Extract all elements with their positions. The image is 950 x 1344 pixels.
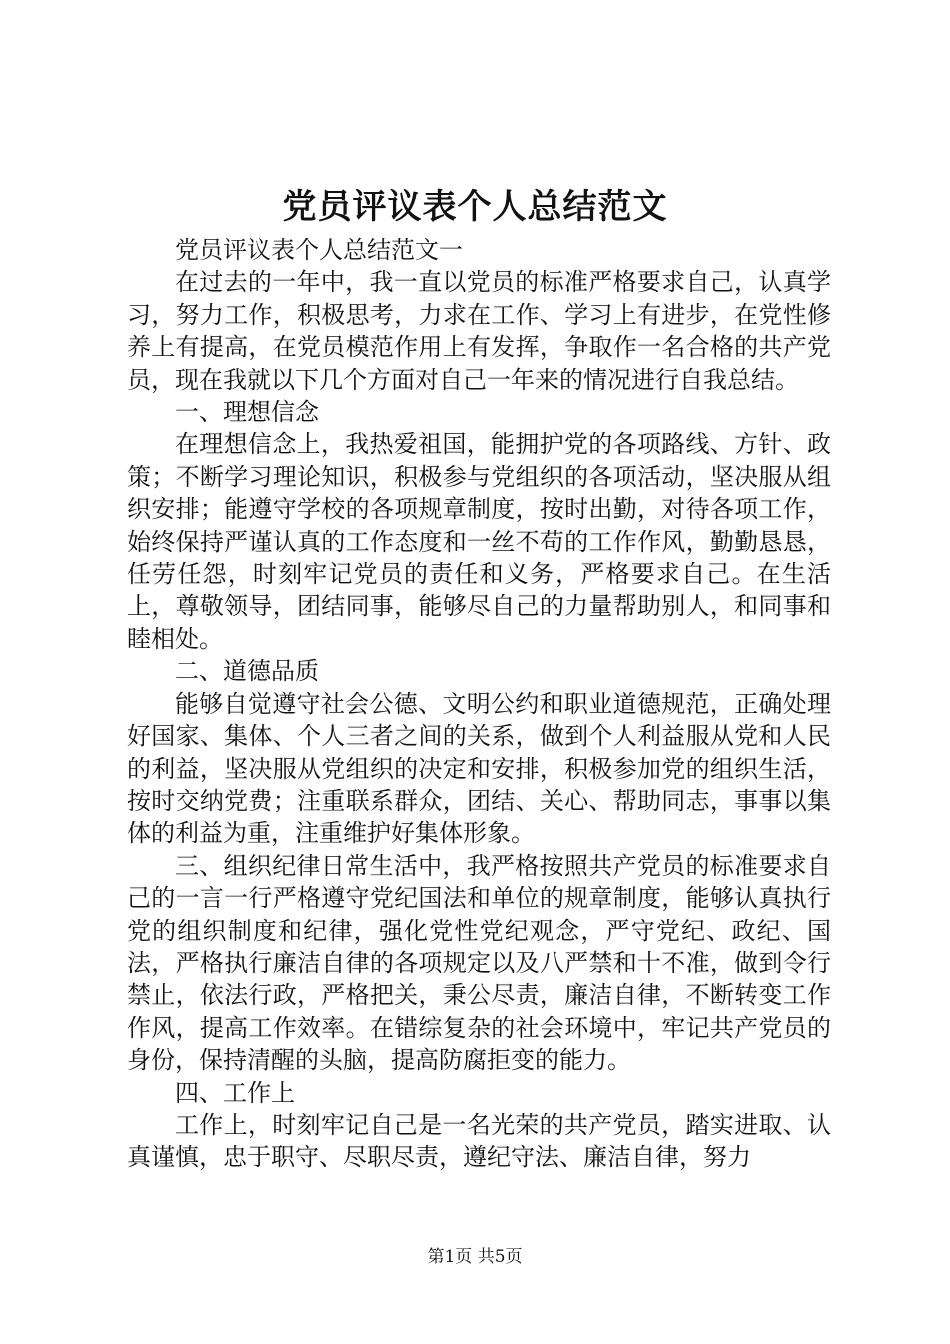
discipline-paragraph: 三、组织纪律日常生活中，我严格按照共产党员的标准要求自己的一言一行严格遵守党纪国法和单位的规章制度，能够认真执行党的组织制度和纪律，强化党性党纪观念，严守党纪、政纪、国法，严格执行廉洁自律的各项规定以及八严禁和十不准，做到令行禁止，依法行政，严格把关，秉公尽责，廉洁自律，不断转变工作作风，提高工作效率。在错综复杂的社会环境中，牢记共产党员的身份，保持清醒的头脑，提高防腐拒变的能力。 xyxy=(127,851,831,1075)
section-heading-morality: 二、道德品质 xyxy=(175,657,319,686)
ideals-paragraph: 在理想信念上，我热爱祖国，能拥护党的各项路线、方针、政策；不断学习理论知识，积极参与党组织的各项活动，坚决服从组织安排；能遵守学校的各项规章制度，按时出勤，对待各项工作，始终保持严谨认真的工作态度和一丝不苟的工作作风，勤勤恳恳，任劳任怨，时刻牢记党员的责任和义务，严格要求自己。在生活上，尊敬领导，团结同事，能够尽自己的力量帮助别人，和同事和睦相处。 xyxy=(127,430,831,653)
subtitle-paragraph: 党员评议表个人总结范文一 xyxy=(175,236,463,264)
intro-paragraph: 在过去的一年中，我一直以党员的标准严格要求自己，认真学习，努力工作，积极思考，力求在工作、学习上有进步，在党性修养上有提高，在党员模范作用上有发挥，争取作一名合格的共产党员，现在我就以下几个方面对自己一年来的情况进行自我总结。 xyxy=(127,268,831,394)
section-heading-work: 四、工作上 xyxy=(175,1078,295,1107)
page-number-footer: 第1页 共5页 xyxy=(427,1247,523,1267)
work-paragraph: 工作上，时刻牢记自己是一名光荣的共产党员，踏实进取、认真谨慎，忠于职守、尽职尽责，遵纪守法、廉洁自律，努力 xyxy=(127,1110,831,1172)
document-body xyxy=(127,234,831,1174)
morality-paragraph: 能够自觉遵守社会公德、文明公约和职业道德规范，正确处理好国家、集体、个人三者之间的关系，做到个人利益服从党和人民的利益，坚决服从党组织的决定和安排，积极参加党的组织生活，按时交纳党费；注重联系群众，团结、关心、帮助同志，事事以集体的利益为重，注重维护好集体形象。 xyxy=(127,689,831,848)
section-heading-ideals: 一、理想信念 xyxy=(175,398,319,427)
document-title: 党员评议表个人总结范文 xyxy=(282,187,668,227)
